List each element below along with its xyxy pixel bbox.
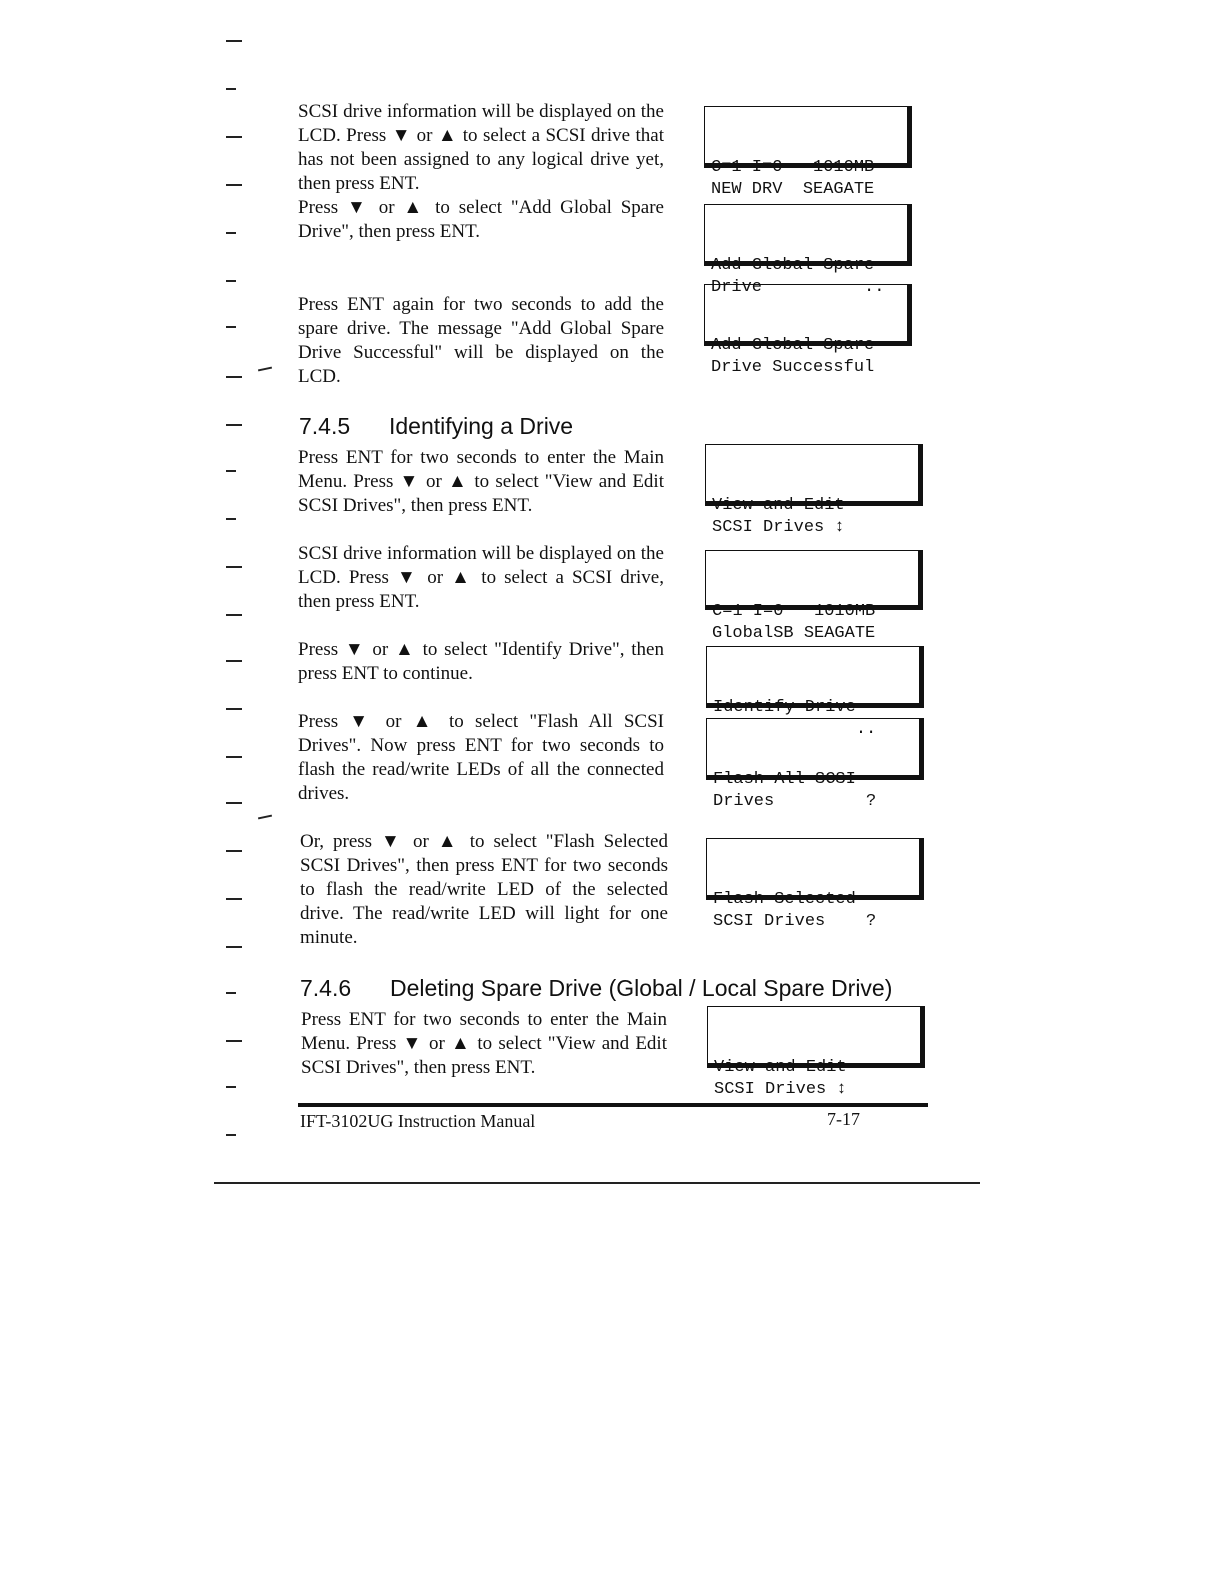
lcd-line: NEW DRV SEAGATE (711, 180, 875, 199)
lcd-line: Flash All SCSI (713, 770, 856, 789)
lcd-line: C=1 I=0 1010MB (711, 158, 875, 177)
lcd-line: Identify Drive (713, 698, 856, 717)
lcd-display-identify-drive (706, 646, 924, 739)
lcd-display-new-drive (704, 106, 912, 199)
lcd-line: Drives ? (713, 792, 877, 811)
footer-page-number: 7-17 (827, 1109, 860, 1129)
lcd-line: View and Edit (714, 1058, 847, 1077)
lcd-display-flash-selected (706, 838, 924, 931)
lcd-display-flash-all (706, 718, 924, 811)
footer-manual-title: IFT-3102UG Instruction Manual (300, 1111, 536, 1131)
lcd-line: Flash Selected (713, 890, 856, 909)
lcd-line: .. (713, 720, 877, 739)
paragraph-enter-main-menu: Press ENT for two seconds to enter the Main Menu. Press ▼ or ▲ to select "View and Edit SCSI Drives", then press ENT. (298, 447, 664, 516)
lcd-line: Add Global Spare (711, 256, 875, 275)
lcd-line: View and Edit (712, 496, 845, 515)
paragraph-select-unassigned-drive: SCSI drive information will be displayed on the LCD. Press ▼ or ▲ to select a SCSI drive that has not been assigned to any logical drive yet, then press ENT. (298, 101, 664, 194)
footer-rule (298, 1103, 928, 1107)
section-title: Identifying a Drive (389, 413, 574, 439)
section-heading-7-4-5 (299, 412, 573, 440)
lcd-line: GlobalSB SEAGATE (712, 624, 876, 643)
paragraph-flash-selected: Or, press ▼ or ▲ to select "Flash Selected SCSI Drives", then press ENT for two seconds to flash the read/write LED of the selected drive. The read/write LED will light for one minute. (300, 831, 668, 948)
lcd-line: C=1 I=0 1010MB (712, 602, 876, 621)
section-number: 7.4.5 (299, 413, 351, 439)
paragraph-identify-drive: Press ▼ or ▲ to select "Identify Drive", then press ENT to continue. (298, 639, 664, 684)
page-bottom-rule (214, 1182, 980, 1184)
section-heading-7-4-6 (300, 974, 892, 1002)
paragraph-flash-all: Press ▼ or ▲ to select "Flash All SCSI Drives". Now press ENT for two seconds to flash the read/write LEDs of all the connected drives. (298, 711, 664, 804)
lcd-line: Drive .. (711, 278, 885, 297)
paragraph-enter-main-menu-2: Press ENT for two seconds to enter the Main Menu. Press ▼ or ▲ to select "View and Edit SCSI Drives", then press ENT. (301, 1009, 667, 1078)
lcd-display-global-sb (705, 550, 923, 643)
lcd-line: Add Global Spare (711, 336, 875, 355)
paragraph-add-global-spare: Press ▼ or ▲ to select "Add Global Spare Drive", then press ENT. (298, 197, 664, 242)
lcd-line: SCSI Drives ? (713, 912, 877, 931)
section-title: Deleting Spare Drive (Global / Local Spare Drive) (390, 975, 893, 1001)
lcd-display-view-edit-scsi (705, 444, 923, 537)
lcd-display-spare-successful (704, 284, 912, 377)
lcd-line: SCSI Drives ↕ (714, 1080, 847, 1099)
lcd-line: SCSI Drives ↕ (712, 518, 845, 537)
lcd-display-view-edit-scsi-2 (707, 1006, 925, 1099)
paragraph-select-scsi-drive: SCSI drive information will be displayed on the LCD. Press ▼ or ▲ to select a SCSI drive, then press ENT. (298, 543, 664, 612)
lcd-line: Drive Successful (711, 358, 875, 377)
section-number: 7.4.6 (300, 975, 352, 1001)
lcd-display-add-global-spare (704, 204, 912, 297)
paragraph-confirm-spare: Press ENT again for two seconds to add the spare drive. The message "Add Global Spare Drive Successful" will be displayed on the LCD. (298, 294, 664, 387)
